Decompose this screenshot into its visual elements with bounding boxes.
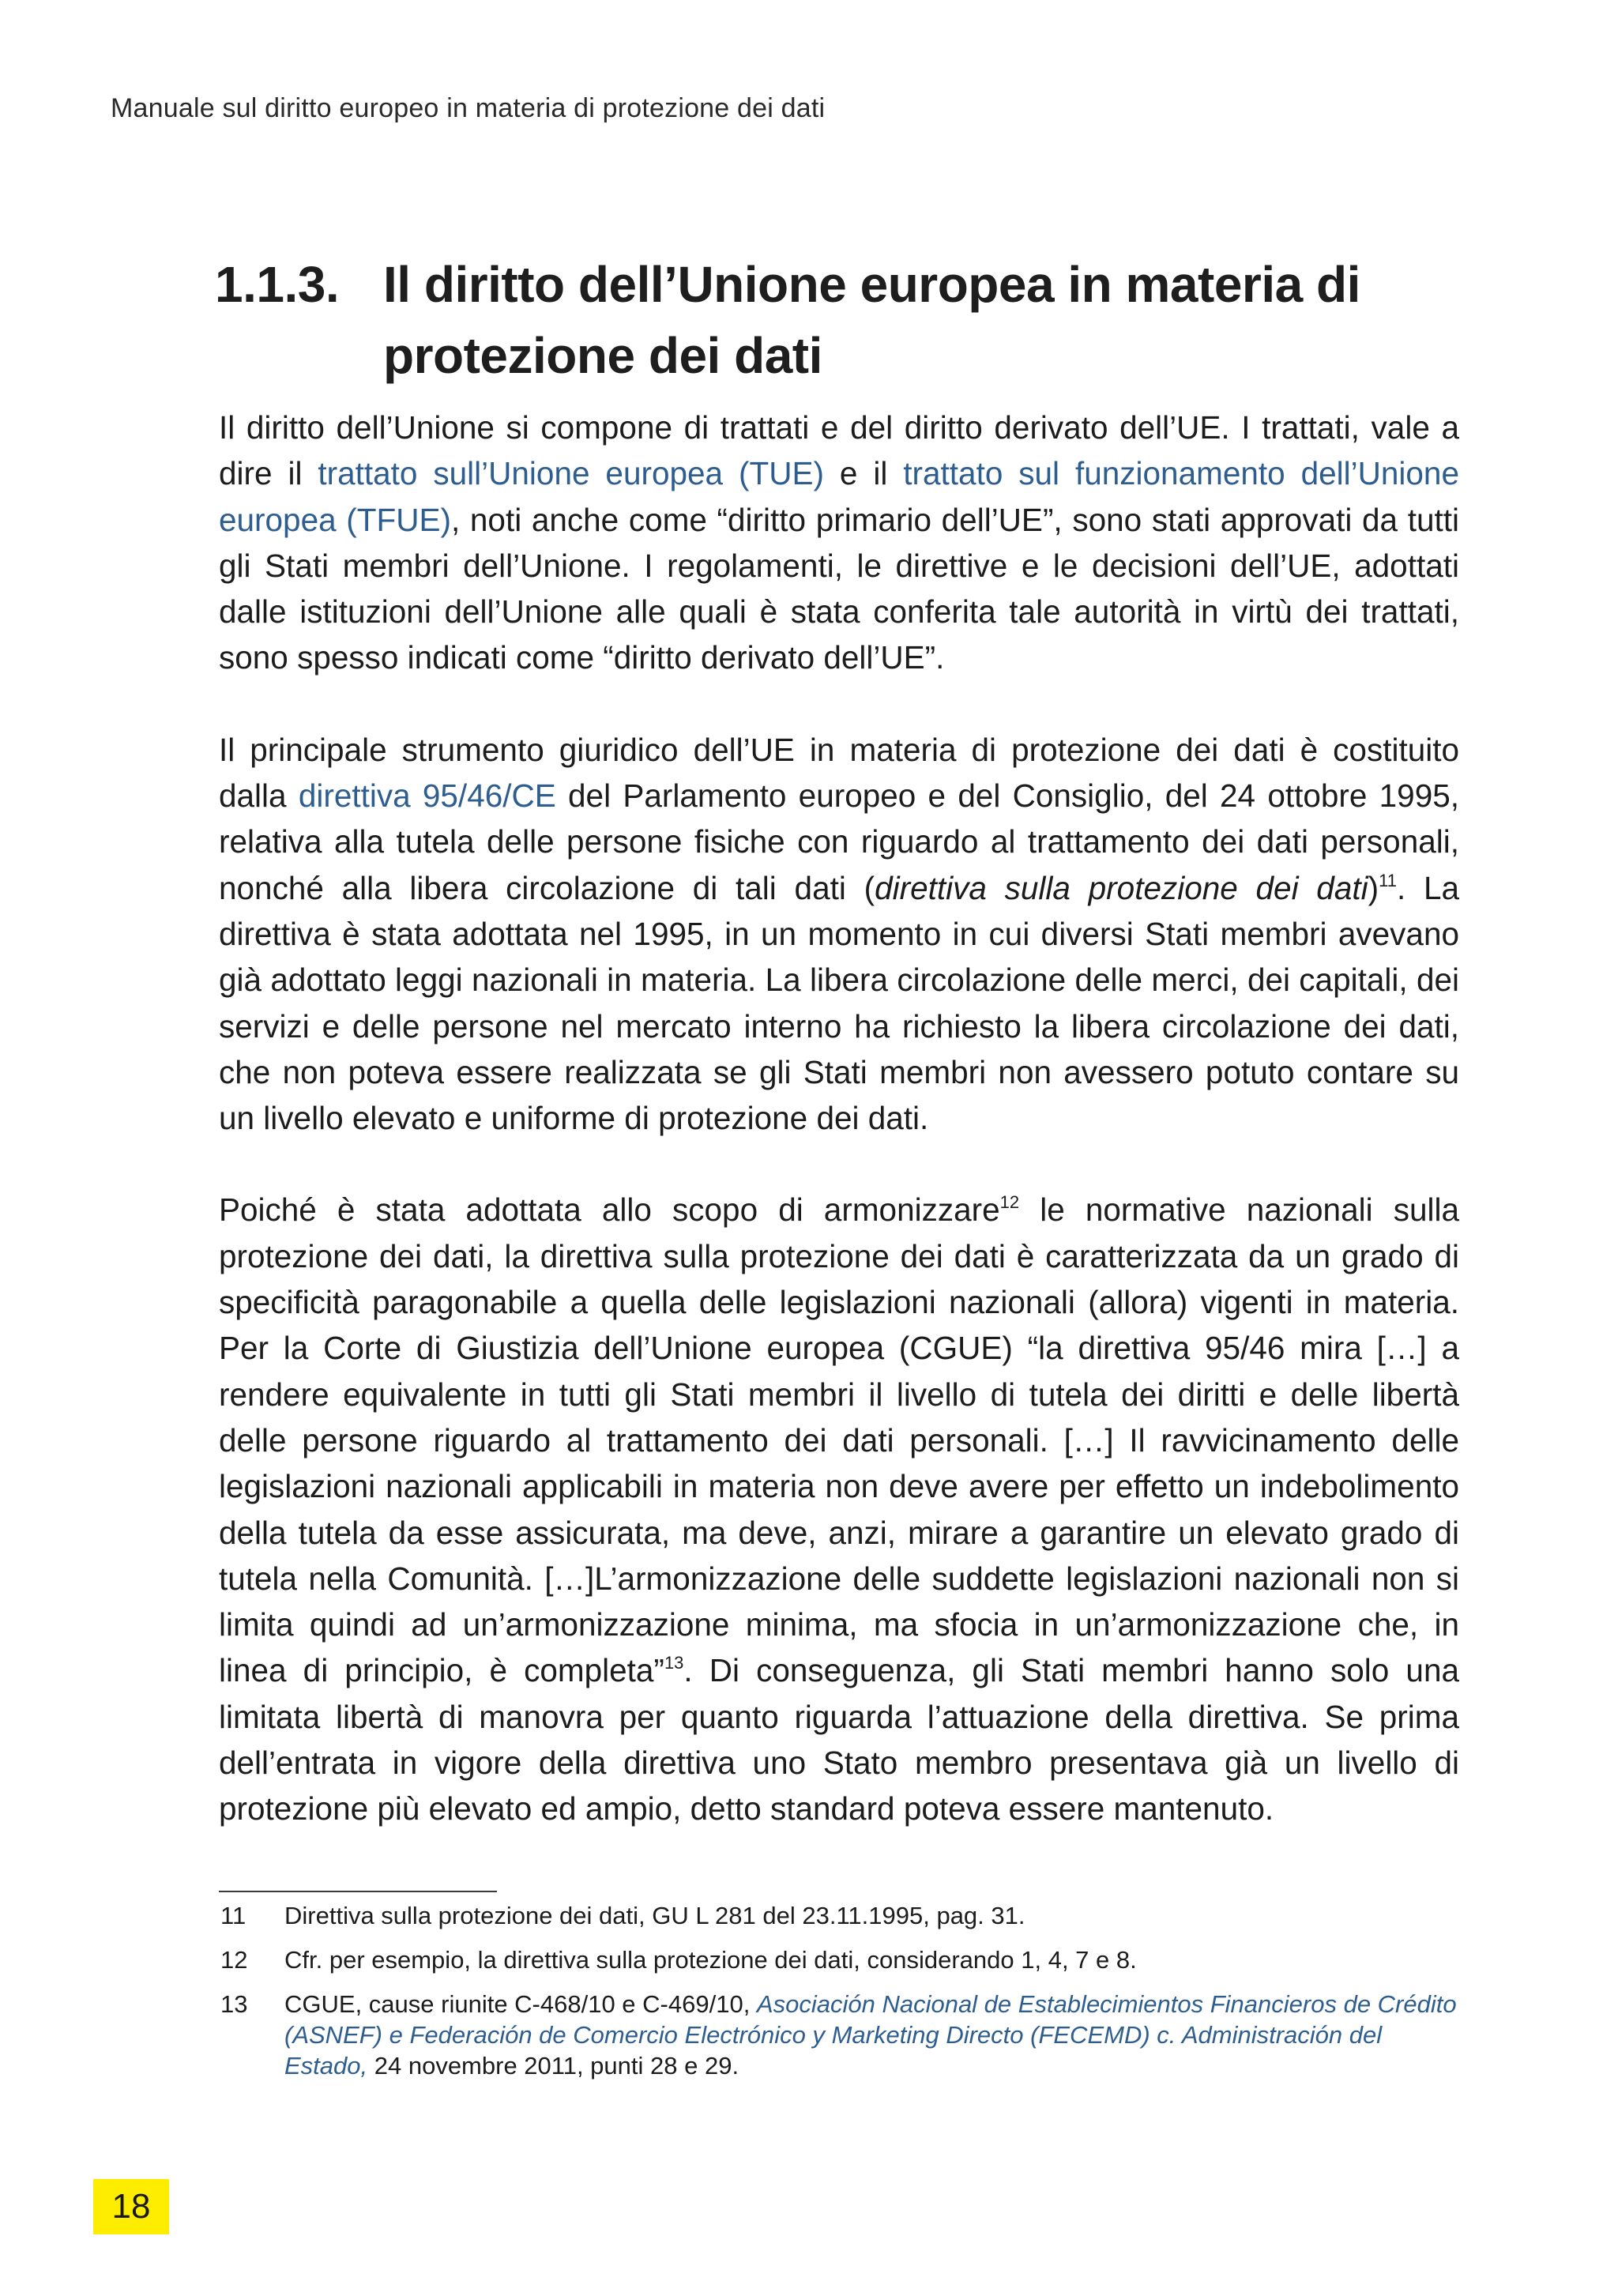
footnote-text: Direttiva sulla protezione dei dati, GU L 281 del 23.11.1995, pag. 31. bbox=[284, 1902, 1025, 1929]
footnote-case-link[interactable]: Asociación Nacional de Establecimientos Financieros de Crédito (ASNEF) e Federación de Comercio Electrónico y Marketing Directo (FECEMD) c. Administración del Estado, bbox=[284, 1990, 1457, 2080]
footnote-ref-13[interactable]: 13 bbox=[664, 1653, 684, 1673]
footnote-13 bbox=[219, 1989, 1459, 2081]
text: . La direttiva è stata adottata nel 1995, in un momento in cui diversi Stati membri avevano già adottato leggi nazionali in materia. La libera circolazione delle merci, dei capitali, dei servizi e delle persone nel mercato interno ha richiesto la libera circolazione dei dati, che non poteva essere realizzata se gli Stati membri non avessero potuto contare su un livello elevato e uniforme di protezione dei dati. bbox=[219, 869, 1459, 1137]
footnote-ref-11[interactable]: 11 bbox=[1379, 870, 1397, 890]
paragraph-3 bbox=[219, 1187, 1459, 1831]
footnote-ref-12[interactable]: 12 bbox=[999, 1192, 1020, 1213]
link-direttiva[interactable]: direttiva 95/46/CE bbox=[298, 777, 556, 815]
footnote-number: 13 bbox=[220, 1990, 248, 2018]
text: Poiché è stata adottata allo scopo di armonizzare bbox=[219, 1191, 1000, 1229]
text: Il diritto dell’Unione si compone di trattati e del diritto derivato dell’UE. I trattati, vale a dire il bbox=[219, 409, 1459, 492]
link-tfue[interactable]: trattato sul funzionamento dell’Unione europea (TFUE) bbox=[219, 455, 1459, 538]
text: e il bbox=[823, 455, 904, 492]
footnotes bbox=[219, 1900, 1459, 2095]
italic-text: direttiva sulla protezione dei dati bbox=[875, 869, 1368, 906]
paragraph-1 bbox=[219, 405, 1459, 681]
text: le normative nazionali sulla protezione dei dati, la direttiva sulla protezione dei dati è caratterizzata da un grado di specificità paragonabile a quella delle legislazioni nazionali (allora) vigenti in materia. Per la Corte di Giustizia dell’Unione europea (CGUE) “la direttiva 95/46 mira […] a rendere equivalente in tutti gli Stati membri il livello di tutela dei diritti e delle libertà delle persone riguardo al trattamento dei dati personali. […] Il ravvicinamento delle legislazioni nazionali applicabili in materia non deve avere per effetto un indebolimento della tutela da esse assicurata, ma deve, anzi, mirare a garantire un elevato grado di tutela nella Comunità. […]L’armonizzazione delle suddette legislazioni nazionali non si limita quindi ad un’armonizzazione minima, ma sfocia in un’armonizzazione che, in linea di principio, è completa” bbox=[219, 1191, 1459, 1689]
footnote-11 bbox=[219, 1900, 1459, 1931]
paragraph-2 bbox=[219, 727, 1459, 1142]
section-title: Il diritto dell’Unione europea in materia di protezione dei dati bbox=[383, 256, 1360, 384]
running-header: Manuale sul diritto europeo in materia di protezione dei dati bbox=[111, 93, 826, 123]
footnote-text: 24 novembre 2011, punti 28 e 29. bbox=[367, 2052, 739, 2080]
text: Il principale strumento giuridico dell’UE in materia di protezione dei dati è costituito dalla bbox=[219, 731, 1459, 815]
text: . Di conseguenza, gli Stati membri hanno solo una limitata libertà di manovra per quanto riguarda l’attuazione della direttiva. Se prima dell’entrata in vigore della direttiva uno Stato membro presentava già un livello di protezione più elevato ed ampio, detto standard poteva essere mantenuto. bbox=[219, 1652, 1459, 1827]
footnote-text: Cfr. per esempio, la direttiva sulla protezione dei dati, considerando 1, 4, 7 e 8. bbox=[284, 1946, 1137, 1974]
section-number: 1.1.3. bbox=[215, 256, 340, 313]
page-number-badge bbox=[93, 2179, 169, 2234]
footnote-12 bbox=[219, 1944, 1459, 1975]
text: del Parlamento europeo e del Consiglio, del 24 ottobre 1995, relativa alla tutela delle persone fisiche con riguardo al trattamento dei dati personali, nonché alla libera circolazione di tali dati ( bbox=[219, 777, 1460, 906]
footnote-text: CGUE, cause riunite C-468/10 e C-469/10, bbox=[284, 1990, 757, 2018]
footnote-number: 12 bbox=[220, 1946, 248, 1974]
text: , noti anche come “diritto primario dell’UE”, sono stati approvati da tutti gli Stati membri dell’Unione. I regolamenti, le direttive e le decisioni dell’UE, adottati dalle istituzioni dell’Unione alle quali è stata conferita tale autorità in virtù dei trattati, sono spesso indicati come “diritto derivato dell’UE”. bbox=[219, 501, 1459, 676]
body-text bbox=[219, 405, 1459, 1832]
text: ) bbox=[1368, 869, 1379, 906]
footnote-divider bbox=[219, 1891, 497, 1892]
footnote-number: 11 bbox=[220, 1902, 246, 1929]
page-number: 18 bbox=[111, 2187, 151, 2226]
link-tue[interactable]: trattato sull’Unione europea (TUE) bbox=[318, 455, 824, 492]
